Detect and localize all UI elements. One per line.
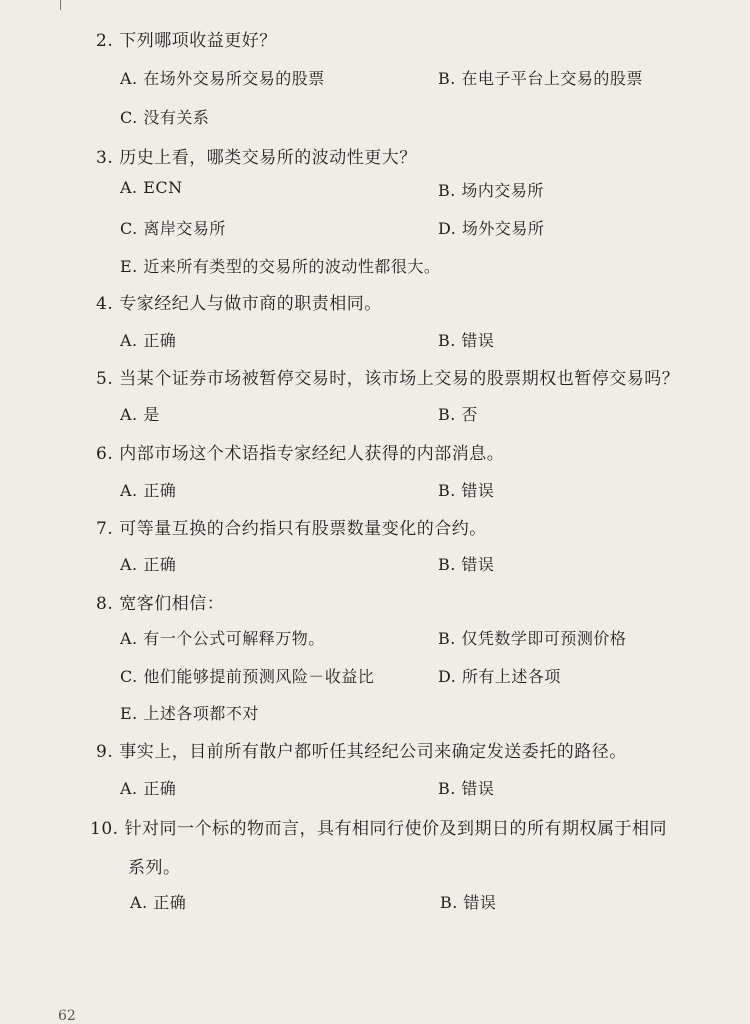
question-10-continued: 系列。: [128, 858, 181, 878]
question-10: [90, 814, 667, 839]
option-2b: B. 在电子平台上交易的股票: [438, 69, 643, 88]
option-6a: A. 正确: [120, 481, 177, 500]
question-number: 5.: [96, 369, 114, 389]
option-4a: A. 正确: [120, 331, 177, 350]
question-6: [96, 439, 504, 464]
option-2c: C. 没有关系: [120, 108, 210, 127]
question-9: [96, 737, 627, 762]
option-3d: D. 场外交易所: [438, 219, 545, 238]
question-text: 内部市场这个术语指专家经纪人获得的内部消息。: [119, 444, 505, 464]
option-3a: A. ECN: [120, 178, 183, 197]
option-10b: B. 错误: [440, 893, 497, 912]
question-5: [96, 364, 679, 389]
option-4b: B. 错误: [438, 331, 495, 350]
question-text: 专家经纪人与做市商的职责相同。: [119, 294, 382, 314]
question-3: [96, 143, 417, 168]
option-5a: A. 是: [120, 405, 160, 424]
option-8d: D. 所有上述各项: [438, 667, 561, 686]
question-text: 宽客们相信：: [119, 594, 225, 614]
question-number: 2.: [96, 31, 114, 51]
option-3b: B. 场内交易所: [438, 181, 544, 200]
question-number: 9.: [96, 742, 114, 762]
question-text: 历史上看，哪类交易所的波动性更大？: [119, 148, 417, 168]
question-text: 事实上，目前所有散户都听任其经纪公司来确定发送委托的路径。: [119, 742, 627, 762]
question-number: 8.: [96, 594, 114, 614]
question-8: [96, 589, 224, 614]
option-8e: E. 上述各项都不对: [120, 704, 259, 723]
question-number: 6.: [96, 444, 114, 464]
option-8b: B. 仅凭数学即可预测价格: [438, 629, 627, 648]
question-2: [96, 26, 277, 51]
option-9b: B. 错误: [438, 779, 495, 798]
question-7: [96, 514, 487, 539]
question-number: 4.: [96, 294, 114, 314]
option-9a: A. 正确: [120, 779, 177, 798]
option-10a: A. 正确: [130, 893, 187, 912]
question-text: 可等量互换的合约指只有股票数量变化的合约。: [119, 519, 487, 539]
option-3c: C. 离岸交易所: [120, 219, 226, 238]
crop-mark: [60, 0, 61, 10]
option-2a: A. 在场外交易所交易的股票: [120, 69, 325, 88]
question-text: 下列哪项收益更好？: [119, 31, 277, 51]
option-6b: B. 错误: [438, 481, 495, 500]
question-number: 10.: [90, 819, 119, 839]
question-number: 3.: [96, 148, 114, 168]
question-text: 针对同一个标的物而言，具有相同行使价及到期日的所有期权属于相同: [124, 819, 668, 839]
option-8a: A. 有一个公式可解释万物。: [120, 629, 325, 648]
option-7a: A. 正确: [120, 555, 177, 574]
option-3e: E. 近来所有类型的交易所的波动性都很大。: [120, 257, 441, 276]
question-4: [96, 289, 382, 314]
option-5b: B. 否: [438, 405, 478, 424]
question-text: 当某个证券市场被暂停交易时，该市场上交易的股票期权也暂停交易吗？: [119, 369, 680, 389]
option-7b: B. 错误: [438, 555, 495, 574]
option-8c: C. 他们能够提前预测风险－收益比: [120, 667, 375, 686]
question-number: 7.: [96, 519, 114, 539]
page-number: 62: [58, 1008, 76, 1024]
